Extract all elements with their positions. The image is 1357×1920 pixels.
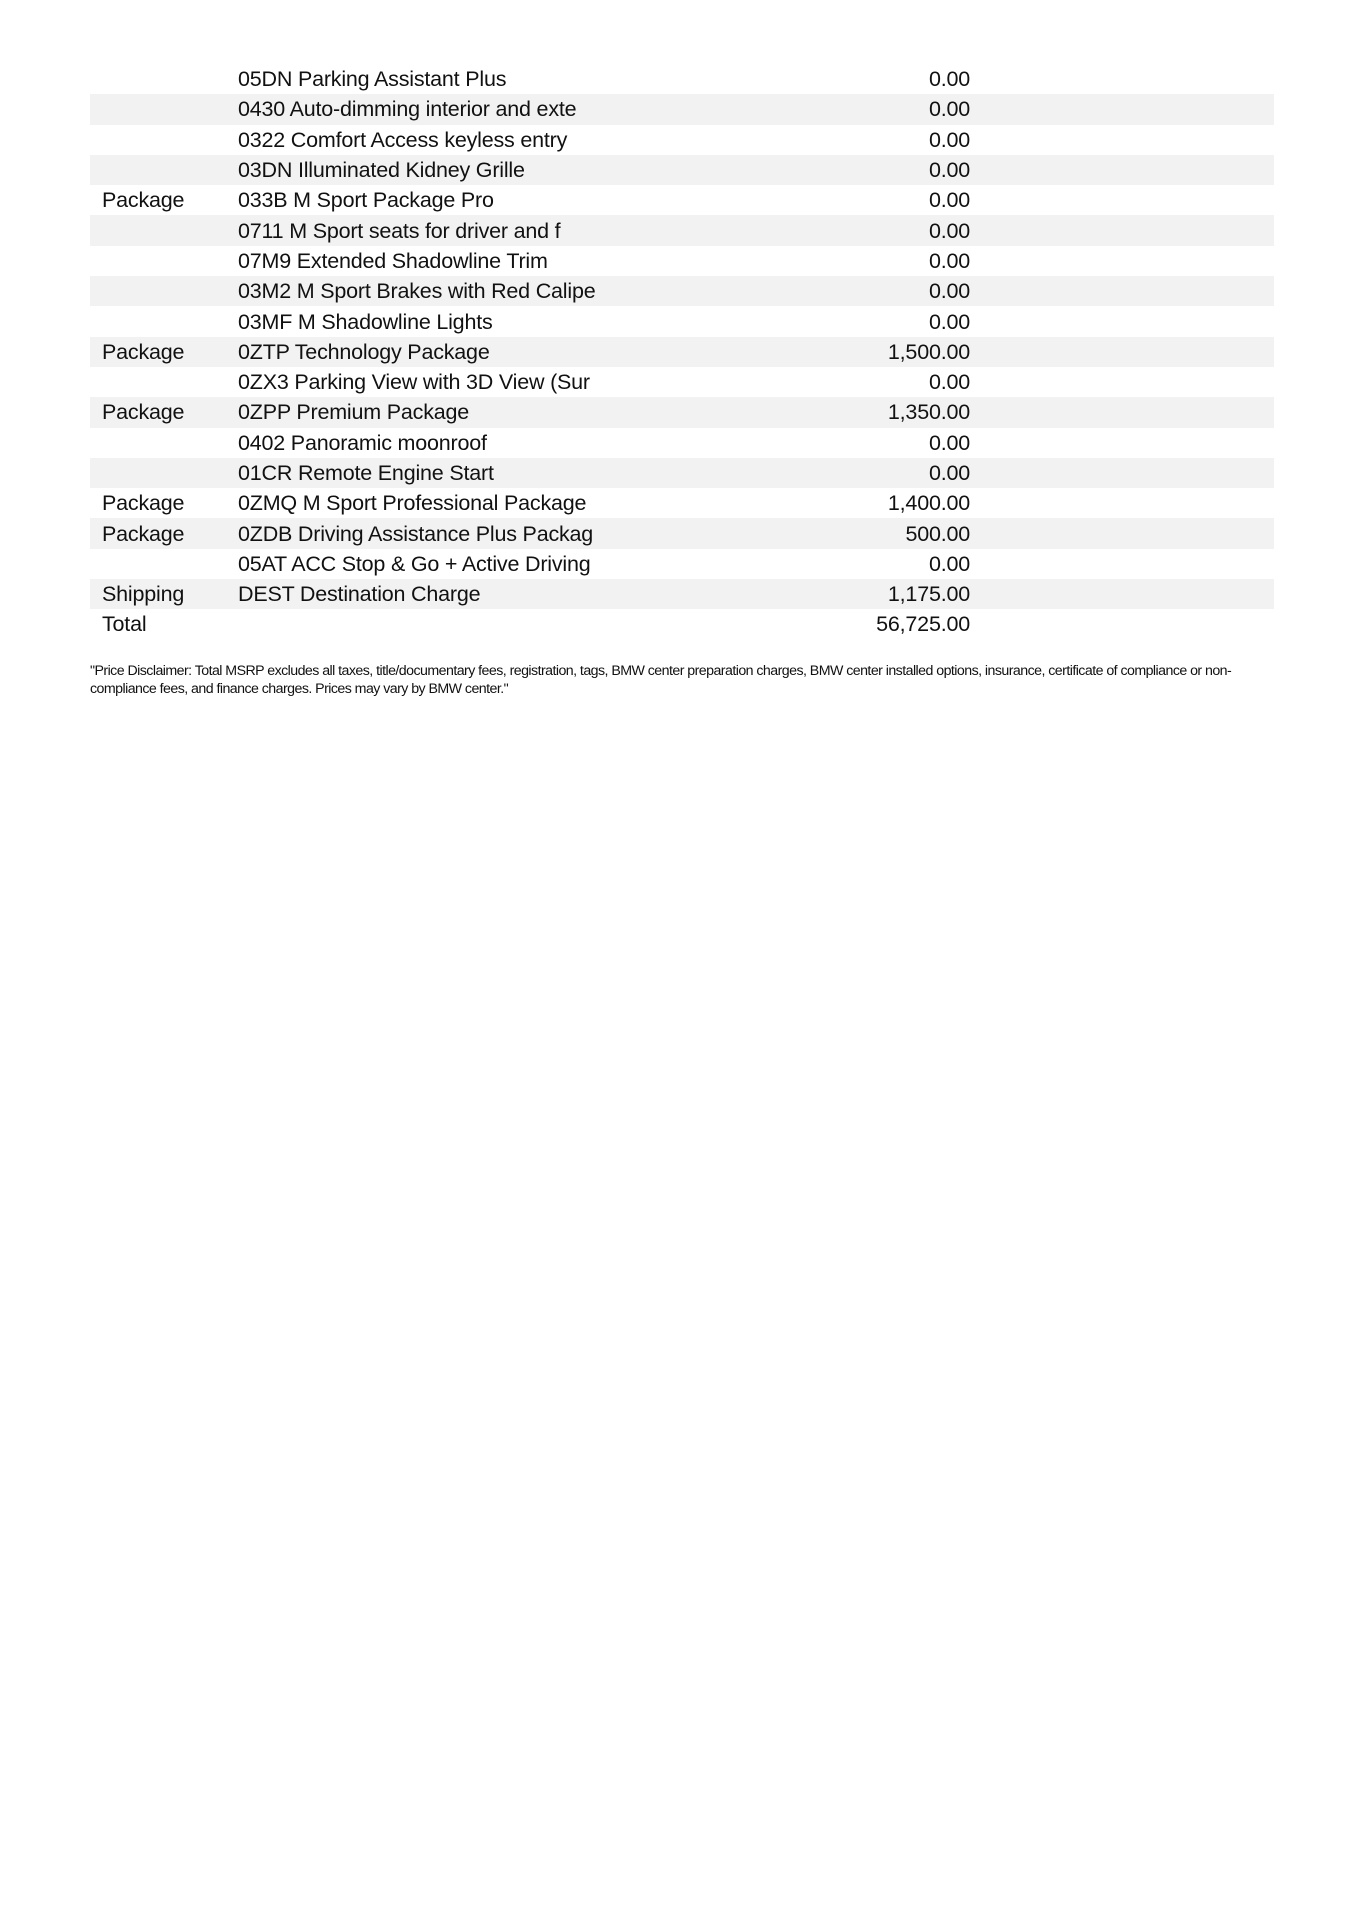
table-row (90, 367, 1274, 397)
row-spacer (970, 155, 1274, 185)
row-category (90, 155, 238, 185)
row-spacer (970, 579, 1274, 609)
row-category (90, 367, 238, 397)
row-category (90, 64, 238, 94)
row-spacer (970, 125, 1274, 155)
price-disclaimer: "Price Disclaimer: Total MSRP excludes all taxes, title/documentary fees, registration, tags, BMW center preparation charges, BMW center installed options, insurance, certificate of compliance or non-compliance fees, and finance charges. Prices may vary by BMW center." (90, 662, 1232, 697)
row-spacer (970, 276, 1274, 306)
row-spacer (970, 246, 1274, 276)
options-price-table (90, 64, 1274, 640)
row-description: 03M2 M Sport Brakes with Red Calipe (238, 276, 838, 306)
table-row (90, 276, 1274, 306)
row-spacer (970, 64, 1274, 94)
table-row (90, 155, 1274, 185)
row-category: Package (90, 397, 238, 427)
row-category (90, 458, 238, 488)
row-price: 0.00 (928, 309, 970, 334)
row-price: 1,500.00 (838, 337, 970, 367)
row-spacer (970, 488, 1274, 518)
row-description: 0711 M Sport seats for driver and f (238, 215, 838, 245)
price-sheet (90, 64, 1274, 698)
table-row (90, 518, 1274, 548)
row-category (90, 125, 238, 155)
row-spacer (970, 518, 1274, 548)
row-spacer (970, 428, 1274, 458)
row-price: 0.00 (838, 276, 970, 306)
table-row (90, 609, 1274, 639)
row-description (238, 609, 838, 639)
row-price: 0.00 (838, 215, 970, 245)
table-row (90, 549, 1274, 579)
row-category (90, 306, 238, 336)
row-description: 07M9 Extended Shadowline Trim (238, 248, 548, 273)
table-row (90, 337, 1274, 367)
row-price: 0.00 (928, 67, 970, 92)
row-price: 0.00 (928, 248, 970, 273)
row-spacer (970, 94, 1274, 124)
row-category (90, 94, 238, 124)
table-row (90, 185, 1274, 215)
table-row (90, 64, 1274, 94)
row-category (90, 428, 238, 458)
row-description: 0402 Panoramic moonroof (238, 430, 487, 455)
table-row (90, 94, 1274, 124)
row-spacer (970, 215, 1274, 245)
row-description: DEST Destination Charge (238, 579, 838, 609)
table-row (90, 488, 1274, 518)
row-spacer (970, 367, 1274, 397)
row-description: 0ZMQ M Sport Professional Package (238, 491, 587, 516)
row-category: Package (102, 188, 185, 213)
row-description: 0ZPP Premium Package (238, 397, 838, 427)
row-price: 0.00 (928, 188, 970, 213)
table-row (90, 458, 1274, 488)
row-price: 1,175.00 (838, 579, 970, 609)
table-row (90, 125, 1274, 155)
price-table-body (90, 64, 1274, 640)
row-price: 0.00 (928, 430, 970, 455)
table-row (90, 215, 1274, 245)
row-category: Package (90, 518, 238, 548)
row-category: Shipping (90, 579, 238, 609)
row-price: 0.00 (838, 94, 970, 124)
row-price: 0.00 (838, 155, 970, 185)
row-category (90, 549, 238, 579)
row-description: 05DN Parking Assistant Plus (238, 67, 507, 92)
row-description: 0430 Auto-dimming interior and exte (238, 94, 838, 124)
table-row (90, 246, 1274, 276)
row-description: 033B M Sport Package Pro (238, 188, 494, 213)
row-description: 05AT ACC Stop & Go + Active Driving (238, 551, 591, 576)
row-price: 0.00 (928, 370, 970, 395)
row-price: 56,725.00 (876, 612, 970, 637)
row-category (90, 276, 238, 306)
row-description: 0ZX3 Parking View with 3D View (Sur (238, 370, 590, 395)
row-price: 1,350.00 (838, 397, 970, 427)
row-price: 500.00 (838, 518, 970, 548)
row-description: 0ZDB Driving Assistance Plus Packag (238, 518, 838, 548)
row-description: 0ZTP Technology Package (238, 337, 838, 367)
row-spacer (970, 306, 1274, 336)
row-price: 0.00 (838, 458, 970, 488)
row-spacer (970, 458, 1274, 488)
row-category: Total (102, 612, 147, 637)
table-row (90, 397, 1274, 427)
row-spacer (970, 185, 1274, 215)
row-price: 0.00 (928, 127, 970, 152)
row-category: Package (90, 337, 238, 367)
row-spacer (970, 609, 1274, 639)
row-category (90, 215, 238, 245)
row-description: 0322 Comfort Access keyless entry (238, 127, 568, 152)
row-price: 0.00 (928, 551, 970, 576)
row-description: 01CR Remote Engine Start (238, 458, 838, 488)
row-spacer (970, 337, 1274, 367)
row-spacer (970, 549, 1274, 579)
table-row (90, 579, 1274, 609)
row-spacer (970, 397, 1274, 427)
row-category (90, 246, 238, 276)
row-price: 1,400.00 (887, 491, 970, 516)
table-row (90, 306, 1274, 336)
row-description: 03MF M Shadowline Lights (238, 309, 493, 334)
table-row (90, 428, 1274, 458)
row-category: Package (102, 491, 185, 516)
row-description: 03DN Illuminated Kidney Grille (238, 155, 838, 185)
